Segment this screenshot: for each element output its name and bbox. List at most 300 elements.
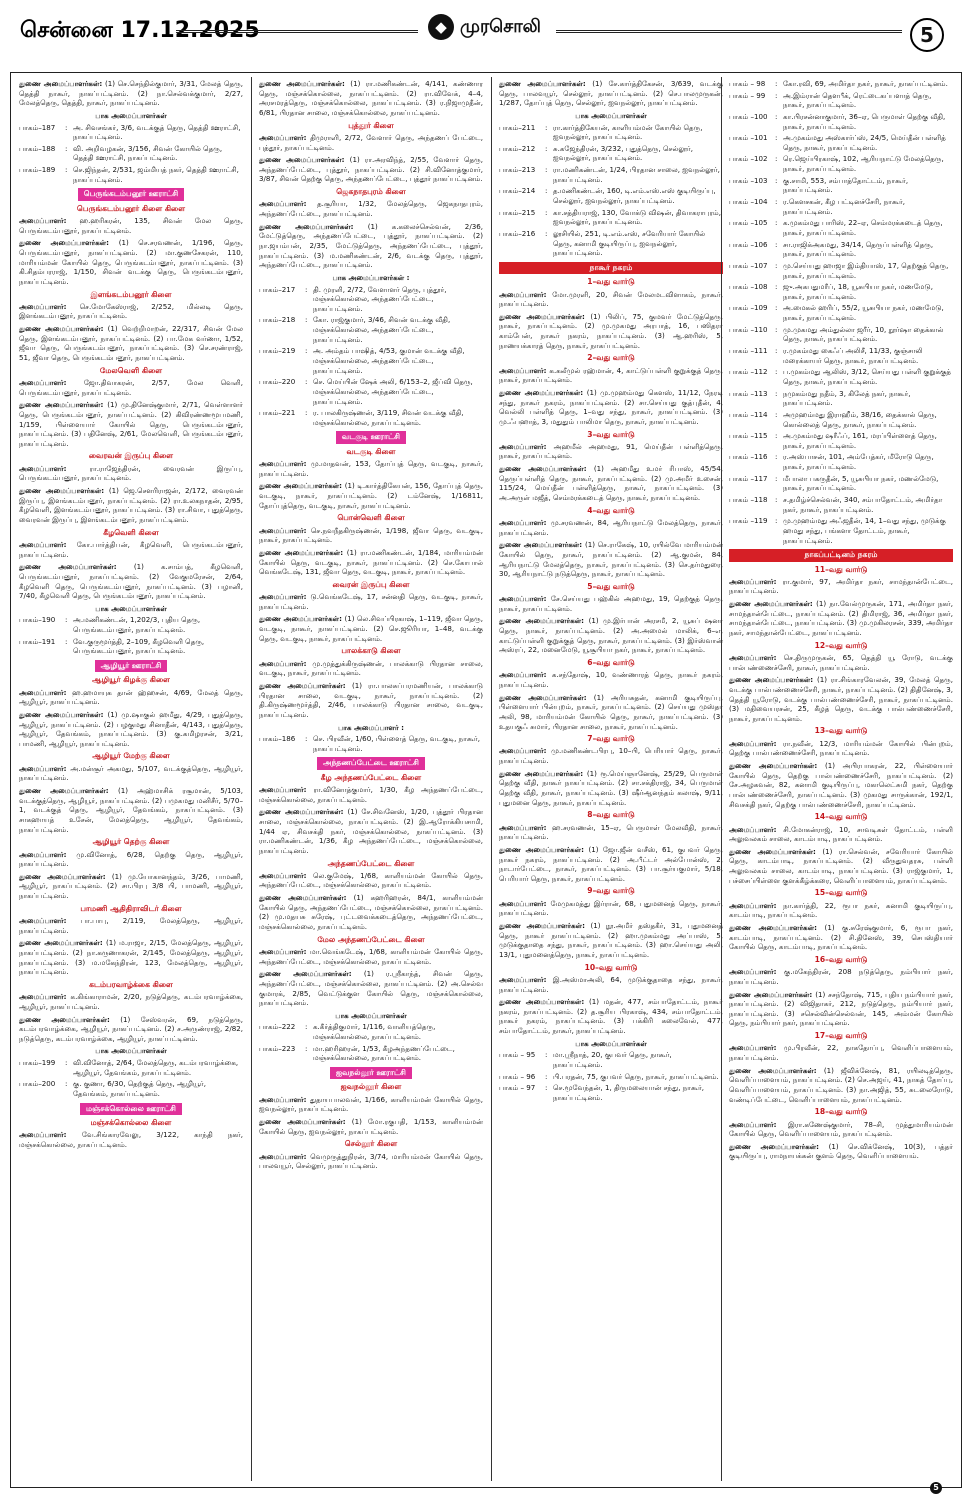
member-text: (1) பிலிப், 75, குமவர் மேட்டுத்தெரு, நாகூர், நாகப்பட்டினம். (2) மு.முகமது அரபாத், 16, பஸிதரா காம்பேன், நாகூர் நகரம், நாகப்பட்டினம். (3) ஆ.ஹரிஸ், 5, நாணயக்காரத் தெரு, நாகூர், நாகப்பட்டினம்.	[499, 311, 723, 350]
booth-member: கோ. ராஜ்குமார், 3/46, சிவன் வடக்கு வீதி, மஞ்சக்கொல்லை, அந்தணப்பேட்டை, நாகப்பட்டினம்.	[313, 315, 451, 344]
booth-member: செ. மெய்பின் ஷேக் அலி, 6/153–2, ஜீப்வி தெரு, மஞ்சக்கொல்லை, அந்தணப்பேட்டை, நாகப்பட்டினம்.	[313, 377, 473, 406]
branch-heading: 7–வது வார்டு	[587, 734, 635, 744]
role-label: அமைப்பாளர்:	[259, 1151, 311, 1161]
booth-number: பாகம் –107	[729, 260, 768, 270]
role-label: துணை அமைப்பாளர்கள்:	[259, 614, 345, 624]
booth-number: பாகம்–216	[499, 228, 536, 238]
member-text: சே.செய்யது பஹ்கில் அஹமது, 19, தெற்குத் தெரு, நாகூர், நாகப்பட்டினம்.	[499, 594, 723, 613]
branch-heading: 9–வது வார்டு	[587, 886, 635, 896]
separator-colon: :	[775, 452, 778, 462]
branch-heading: 11–வது வார்டு	[814, 564, 868, 574]
booth-entry	[259, 377, 483, 406]
member-paragraph	[259, 1095, 483, 1114]
member-paragraph	[19, 1015, 243, 1044]
booth-entry	[19, 1058, 243, 1077]
separator-colon: :	[65, 1058, 68, 1068]
member-text: (1) லெ.சிவப்பிரகாஷ், 1–119, ஜீவா தெரு, வடகுடி, நாகூர், நாகப்பட்டினம். (2) செ.ஜூரியா, 1–48, வடக்கு தெரு, வடகுடி, நாகூர், நாகப்பட்டினம்.	[259, 614, 483, 643]
separator-colon: :	[775, 154, 778, 164]
role-label: துணை அமைப்பாளர்கள்:	[729, 923, 825, 932]
member-text: ரா.வினோத்குமார், 1/30, கீழ அந்தணப்பேட்டை, மஞ்சக்கொல்லை, நாகப்பட்டினம்.	[259, 785, 483, 804]
separator-colon: :	[545, 143, 548, 153]
branch-heading: 6–வது வார்டு	[587, 657, 635, 667]
branch-heading: 14–வது வார்டு	[814, 812, 868, 822]
member-paragraph	[729, 675, 953, 723]
branch-heading: 18–வது வார்டு	[814, 1107, 868, 1117]
member-paragraph	[19, 540, 243, 559]
role-label: துணை அமைப்பாளர்கள்:	[259, 680, 352, 690]
member-text: மு.மாதவன், 153, தோப்புத் தெரு, வடகுடி, நாகூர், நாகப்பட்டினம்.	[259, 459, 483, 478]
booth-entry	[729, 154, 953, 173]
member-text: (1) கஹரிஹரன், 84/1, காளியம்மன் கோயில் தெரு, அந்தணப்பேட்டை, மஞ்சக்கொல்லை, நாகப்பட்டினம். (2) மு.மதயசு சுரேஷ், புட்டவைக்கடைத்தெரு, அந்தணப்பேட்டை, மஞ்சக்கொல்லை, நாகப்பட்டினம்.	[259, 893, 483, 932]
booth-entry	[729, 79, 953, 89]
booth-number: பாகம் –112	[729, 367, 768, 377]
member-paragraph	[19, 992, 243, 1011]
role-label: அமைப்பாளர்:	[259, 785, 314, 795]
separator-colon: :	[775, 367, 778, 377]
booth-entry	[499, 1083, 723, 1102]
member-text: (1) செ.சரவணன், 1/196, தெரு, பெருங்கடம்பனூர், நாகப்பட்டினம். (2) மா.குணசேகரன், 110, மாரியம்மன் கோயில் தெரு, பெருங்கடம்பனூர், நாகப்பட்டினம். (3) கி.சிதம்பரராஜ், 1/150, சிவன் வடக்கு தெரு, பெருங்கடம்பனூர், நாகப்பட்டினம்.	[19, 238, 243, 286]
role-label: அமைப்பாளர்:	[19, 1130, 82, 1140]
booth-number: பாகம் –113	[729, 388, 768, 398]
role-label: அமைப்பாளர்:	[499, 746, 552, 756]
role-label: துணை அமைப்பாளர்கள்:	[19, 709, 108, 719]
separator-colon: :	[545, 1083, 548, 1093]
role-label: துணை அமைப்பாளர்கள்:	[259, 893, 354, 903]
separator-colon: :	[775, 239, 778, 249]
role-label: அமைப்பாளர்:	[499, 670, 552, 680]
booth-member: அ.முகம்மது அஸ்கார்ப்ஸ், 24/5, மெய்தீன் பள்ளித் தெரு, நாகூர், நாகப்பட்டினம்.	[783, 133, 946, 152]
member-paragraph	[499, 540, 723, 579]
member-paragraph	[19, 464, 243, 483]
subheading: பாக அமைப்பாளர்கள்	[95, 110, 167, 120]
member-paragraph	[729, 990, 953, 1029]
member-paragraph	[729, 847, 953, 886]
member-paragraph	[729, 1142, 953, 1161]
branch-heading: 12–வது வார்டு	[814, 640, 868, 650]
member-text: கோ.பார்த்திபன், கீழவெளி, பெருங்கடம்பனூர், நாகப்பட்டினம்.	[19, 539, 243, 559]
member-paragraph	[19, 324, 243, 363]
booth-entry	[729, 91, 953, 110]
branch-heading: பாமணி ஆதிதிராவிடர் கிளை	[80, 903, 182, 913]
member-paragraph	[499, 616, 723, 655]
member-paragraph	[729, 1120, 953, 1139]
booth-number: பாகம்–219	[259, 346, 296, 356]
booth-number: பாகம்–211	[499, 122, 536, 132]
booth-number: பாகம் –118	[729, 494, 768, 504]
booth-member: செ. பிரவீன், 1/60, பிள்ளைத் தெரு, வடகுடி, நாகூர், நாகப்பட்டினம்.	[313, 734, 480, 753]
member-paragraph	[259, 681, 483, 720]
role-label: அமைப்பாளர்:	[259, 199, 318, 209]
booth-member: கா.சத்தியராஜ், 130, வோக்டு விஷன், திவாகராபுரம், ஐவநல்லூர், நாகப்பட்டினம்.	[553, 207, 721, 227]
separator-colon: :	[545, 122, 548, 132]
role-label: அமைப்பாளர்:	[729, 1119, 788, 1129]
member-paragraph	[19, 710, 243, 749]
role-label: துணை அமைப்பாளர்கள்:	[499, 616, 589, 626]
member-text: (1) நா.வேல்முருகன், 171, அமிர்தா நகர், சாமந்தான்பேட்டை, நாகப்பட்டினம். (2) திமிராஜ், 36, அமிர்தா நகர், சாமந்தான்பேட்டை, நாகப்பட்டினம். (3) மு.முகிலரசன், 339, அமிர்தா நகர், சாமந்தான்பேட்டை, நாகப்பட்டினம்.	[729, 599, 953, 638]
member-text: சி.மோகன்ராஜ், 10, சாவடிகள் தோட்டம், பள்ளி அலுவலகம் சாலை, காடம்பாடி, நாகப்பட்டினம்.	[729, 824, 953, 844]
separator-colon: :	[775, 111, 778, 121]
member-paragraph	[19, 938, 243, 977]
member-paragraph	[499, 518, 723, 537]
role-label: துணை அமைப்பாளர்கள்:	[19, 871, 112, 881]
member-text: செ.திருமுருகன், 65, தெத்தி யூ ரோடு, வடக்கு பால்பண்ணைச்சேரி, நாகூர், நாகப்பட்டினம்.	[729, 652, 953, 672]
branch-heading: இளங்கடம்பனூர் கிளை	[90, 289, 172, 299]
member-paragraph	[259, 592, 483, 611]
separator-colon: :	[545, 1071, 548, 1081]
booth-number: பாகம் – 98	[729, 79, 766, 88]
member-paragraph	[259, 1152, 483, 1171]
separator-colon: :	[775, 79, 778, 88]
member-text: (1) மு.இர்பான் அரசமீ, 2, யூசுப் ஷனா தெரு, நாகூர், நாகப்பட்டினம். (2) அ.அமைல் மாலிக், 6–எ, காட்டுப்பள்ளி குறுக்குத் தெரு, நாகூர், நாகப்பட்டினம். (3) இர்ஸ்வான் அஸ்ரப், 22, மனைமேடு, யூசூபியா நகர், நாகூர், நாகப்பட்டினம்.	[499, 616, 723, 655]
member-paragraph	[259, 1117, 483, 1136]
separator-colon: :	[305, 1022, 308, 1032]
newspaper-name: முரசொலி	[460, 16, 541, 37]
role-label: அமைப்பாளர்:	[19, 687, 73, 697]
booth-member: ர.கௌசகன், கீழ பட்டினச்சேரி, நாகூர், நாகப்பட்டினம்.	[783, 197, 906, 216]
booth-number: பாகம் – 97	[499, 1083, 536, 1093]
booth-entry	[729, 282, 953, 301]
panchayat-heading: ஐவநல்லூர் ஊராட்சி	[330, 1067, 412, 1079]
role-label: அமைப்பாளர்:	[19, 539, 77, 549]
member-text: (1) மு.தினேஷ்குமார், 2/71, வெள்ளாளர் தெரு, பெருங்கடம்பனூர், நாகப்பட்டினம். (2) கிவிரண்ணமூபமணி, 1/159, பிள்ளையார் கோயில் தெரு, பெருங்கடம்பனூர், நாகப்பட்டினம். (3) பதினேஷ், 2/61, மேலவெளி, பெருங்கடம்பனூர், நாகப்பட்டினம்.	[19, 400, 243, 448]
separator-colon: :	[305, 346, 308, 356]
member-paragraph	[19, 562, 243, 601]
role-label: அமைப்பாளர்:	[19, 992, 71, 1002]
column-4	[729, 79, 953, 1479]
booth-member: லூசியில், 251, டி.எம்.எஸ், சவேரியார் கோயில் தெரு, கனாமி குடியிருப்பு, ஐவநல்லூர், நாகப்பட்டினம்.	[553, 228, 706, 258]
column-divider	[721, 77, 722, 1481]
separator-colon: :	[65, 122, 68, 132]
booth-member: அ.முகம்மது ஷரீஃப், 161, மரப்பிள்ளைத் தெரு, நாகூர், நாகப்பட்டினம்.	[783, 431, 937, 450]
role-label: அமைப்பாளர்:	[499, 289, 553, 299]
subheading: பாக அமைப்பாளர்கள்	[95, 1046, 167, 1056]
booth-entry	[729, 240, 953, 259]
separator-colon: :	[545, 165, 548, 175]
booth-entry	[259, 408, 483, 427]
member-paragraph	[259, 548, 483, 577]
separator-colon: :	[545, 228, 548, 238]
member-paragraph	[729, 825, 953, 844]
role-label: துணை அமைப்பாளர்கள்:	[729, 761, 825, 771]
role-label: துணை அமைப்பாளர்கள்:	[259, 807, 348, 817]
masthead-rule-left	[176, 30, 418, 33]
separator-colon: :	[775, 473, 778, 483]
member-paragraph	[259, 871, 483, 890]
member-paragraph	[729, 901, 953, 920]
town-heading: நாகூர் நகரம்	[499, 262, 723, 274]
member-paragraph	[499, 845, 723, 884]
booth-entry	[729, 261, 953, 280]
panchayat-heading: மஞ்சக்கொல்லை ஊராட்சி	[80, 1103, 182, 1115]
booth-entry	[499, 1072, 723, 1082]
separator-colon: :	[775, 197, 778, 207]
separator-colon: :	[545, 207, 548, 217]
city-date: சென்னை 17.12.2025	[20, 18, 260, 43]
role-label: அமைப்பாளர்:	[259, 870, 313, 880]
separator-colon: :	[545, 1050, 548, 1060]
role-label: துணை அமைப்பாளர்கள்:	[499, 997, 589, 1007]
booth-entry	[19, 123, 243, 142]
member-paragraph	[259, 969, 483, 1008]
separator-colon: :	[305, 377, 308, 387]
role-label: துணை அமைப்பாளர்கள்:	[259, 547, 347, 557]
member-text: இ.அஸ்மாஅலி, 64, முடுக்குதாதை சந்து, நாகூர், நாகப்பட்டினம்.	[499, 974, 723, 994]
booth-number: பாகம் –114	[729, 409, 768, 419]
role-label: துணை அமைப்பாளர்கள்:	[729, 599, 817, 609]
booth-number: பாகம் –117	[729, 473, 768, 483]
role-label: அமைப்பாளர்:	[499, 594, 551, 604]
panchayat-heading: பெருங்கடம்பனூர் ஊராட்சி	[78, 188, 184, 200]
member-text: (1) சே.கார்த்திகேசன், 3/639, வடக்கு தெரு, பாலவயூர், செல்லூர், நாகப்பட்டினம். (2) செ.பாலமுருகன், 1/287, தோப்புத் தெரு, செல்லூர், ஐவநல்லூர், நாகப்பட்டினம்.	[499, 79, 723, 108]
member-text: வே.சிங்காரவேலு, 3/122, காந்தி நகர், மஞ்சக்கொல்லை, நாகப்பட்டினம்.	[19, 1130, 243, 1149]
member-paragraph	[19, 850, 243, 869]
role-label: துணை அமைப்பாளர்கள்:	[499, 768, 587, 778]
role-label: துணை அமைப்பாளர்கள்:	[19, 400, 108, 410]
role-label: அமைப்பாளர்:	[19, 849, 77, 859]
member-text: (1) அரியசுதன், கனாமி குடியிருப்பு, பிள்ளையார் பின்புறம், நாகூர், நாகப்பட்டினம். (2) செய்யது முஸ்தா அலி, 98, மாரியம்மன் கோயில் தெரு, நாகூர், நாகப்பட்டினம். (3) உதயகுஃ சுமார், பிரதான சாலை, நாகூர், நாகப்பட்டினம்.	[499, 692, 723, 731]
booth-member: ச.தமிழ்ச்செல்வன், 340, சம்பாதோட்டம், அமிர்தா நகர், நாகூர், நாகப்பட்டினம்.	[783, 494, 943, 514]
booth-number: பாகம்–212	[499, 143, 536, 153]
separator-colon: :	[65, 1079, 68, 1089]
role-label: அமைப்பாளர்:	[499, 974, 553, 984]
panchayat-heading: வடகுடி ஊராட்சி	[336, 431, 406, 443]
booth-number: பாகம் –103	[729, 175, 768, 185]
member-text: (1) நூ.அமீர் தஸ்தகீர், 31, புதுமனைத் தெரு, நாகூர் நாகப்பட்டினம். (2) ஹா.முகம்மது அப்பாஸ், 5, முடுக்குதாதை சந்து, நாகூர், நாகப்பட்டினம். (3) ஹா.செய்யது அலி, 13/1, புதுமனைத்தெரு, நாகூர், நாகப்பட்டினம்.	[499, 921, 723, 959]
member-paragraph	[259, 199, 483, 218]
member-text: அ.மன்சூர் அகமது, 5/107, வடக்குத்தெரு, ஆழியூர், நாகப்பட்டினம்.	[19, 763, 243, 783]
role-label: அமைப்பாளர்:	[729, 1043, 784, 1053]
booth-number: பாகம் –101	[729, 133, 768, 143]
separator-colon: :	[305, 315, 308, 325]
branch-heading: 10–வது வார்டு	[584, 962, 638, 972]
role-label: அமைப்பாளர்:	[259, 947, 311, 956]
member-paragraph	[729, 577, 953, 596]
role-label: துணை அமைப்பாளர்கள்:	[499, 692, 594, 702]
booth-number: பாகம்–191	[19, 636, 56, 646]
member-text: மு.பிரவீன், 22, நாகதோப்பு, வெளிப்பாளையம், நாகப்பட்டினம்.	[729, 1043, 953, 1063]
booth-entry	[729, 176, 953, 195]
role-label: அமைப்பாளர்:	[729, 967, 784, 977]
member-text: (1) ரா.செல்வன், சவேரியார் கோயில் தெரு, காடம்பாடி, நாகப்பட்டினம். (2) வீருதுவதரசு, பள்ளி அலுவலகம் சாலை, காடம்பாடி, நாகப்பட்டினம். (3) ராஜ்குமார், 1, பச்சைப்பிள்ளை குளக்கீழ்க்கரை, வெளிப்பாளையம், நாகப்பட்டினம்.	[729, 846, 953, 885]
member-text: (1) ரா.அரவிந்த், 2/55, வேளார் தெரு, அந்தணப்பேட்டை, புத்தூர், நாகப்பட்டினம். (2) சி.வினோத்குமார், 3/87, சிவன் தெற்கு தெரு, அந்தணப்பேட்டை, புத்தூர் நாகப்பட்டினம்.	[259, 155, 483, 184]
booth-number: பாகம் – 96	[499, 1071, 536, 1081]
booth-number: பாகம்–186	[259, 734, 296, 744]
role-label: துணை அமைப்பாளர்கள்:	[19, 1014, 121, 1024]
separator-colon: :	[775, 260, 778, 270]
masthead	[0, 0, 972, 56]
member-text: ஹ.சரவணன், 15–ஏ, பெருமாள் மேலவீதி, நாகூர், நாகப்பட்டினம்.	[499, 822, 723, 842]
member-text: க.சந்தோஷ், 10, வண்ணாரத் தெரு, நாகூர் நகரம், நாகப்பட்டினம்.	[499, 670, 723, 689]
booth-member: த.மணிகண்டன், 160, டி.எம்.எஸ்.எஸ் குடியிருப்பு, செல்லூர், ஐவநல்லூர், நாகப்பட்டினம்.	[553, 186, 716, 206]
member-text: (1) ம.ராஜா, 2/15, மேலத்தெரு, ஆழியூர், நாகப்பட்டினம். (2) நா.கருணாகரன், 2/145, மேலத்தெரு, ஆழியூர், நாகப்பட்டினம். (3) ம.மகேந்திரன், 123, மேலத்தெரு, ஆழியூர், நாகப்பட்டினம்.	[19, 938, 243, 977]
newspaper-logo	[428, 14, 544, 44]
booth-number: பாகம் – 99	[729, 90, 766, 100]
member-paragraph	[729, 653, 953, 672]
member-text: துதாயபாலவன், 1/166, காளியம்மன் கோயில் தெரு, ஐவநல்லூர், நாகப்பட்டினம்.	[259, 1094, 483, 1114]
member-paragraph	[259, 526, 483, 545]
role-label: துணை அமைப்பாளர்கள்:	[19, 79, 106, 88]
booth-number: பாகம் –110	[729, 324, 768, 334]
separator-colon: :	[775, 133, 778, 143]
booth-number: பாகம் –100	[729, 111, 768, 121]
town-heading: நாகப்பட்டினம் நகரம்	[729, 549, 953, 561]
separator-colon: :	[775, 282, 778, 292]
member-text: பா.பாபு, 2/119, மேலத்தெரு, ஆழியூர், நாகப்பட்டினம்.	[19, 916, 243, 935]
booth-number: பாகம் –115	[729, 431, 768, 441]
role-label: அமைப்பாளர்:	[259, 1094, 310, 1104]
separator-colon: :	[775, 346, 778, 356]
branch-heading: 2–வது வார்டு	[587, 353, 635, 363]
booth-member: மு.செய்யது ஹாஜா இம்தியாஸ், 17, தெற்குத் தெரு, நாகூர், நாகப்பட்டினம்.	[783, 260, 949, 280]
member-text: கு.மகேந்திரன், 208 நடுத்தெரு, நம்பியார் நகர், நாகப்பட்டினம்.	[729, 967, 953, 986]
role-label: துணை அமைப்பாளர்கள்:	[499, 844, 589, 854]
member-text: (1) மு.முஹம்மது கௌஸ், 11/12, நேரடி சந்து, நாகூர் நகரம், நாகப்பட்டினம். (2) சா.செய்யது குத்புதீன், 4, வெல்லி பள்ளித் தெரு, 1–வது சந்து, நாகூர், நாகப்பட்டினம். (3) மு.ஃபஹாத், 3, மதுதும் பாலிமா தெரு, நாகூர், நாகப்பட்டினம்.	[499, 387, 723, 426]
member-text: மேமுகமத்து இர்ரான், 68, புதுமனைத் தெரு, நாகூர், நாகப்பட்டினம்.	[499, 898, 723, 918]
separator-colon: :	[305, 1043, 308, 1053]
booth-member: அமுஹம்மது இராஹீம், 38/16, தைக்கால் தெரு, கொல்லைத் தெரு, நாகூர், நாகப்பட்டினம்.	[783, 409, 937, 429]
booth-member: க.கீர்த்திகுமார், 1/116, வாளியத்தெரு, மஞ்சக்கொல்லை, நாகப்பட்டினம்.	[313, 1022, 436, 1042]
booth-member: ர.அஸ்பாசன், 101, அம்பேத்கர், மீரோடு தெரு, நாகூர், நாகப்பட்டினம்.	[783, 452, 934, 472]
branch-heading: ஜெகநாதபுரம் கிளை	[336, 187, 406, 197]
booth-member: ஜு.அகபதுமரீப், 18, யூசுபியா நகர், மணமேடு, நாகூர், நாகப்பட்டினம்.	[783, 282, 933, 301]
booth-number: பாகம்–221	[259, 408, 296, 418]
role-label: அமைப்பாளர்:	[499, 822, 553, 832]
booth-entry	[499, 229, 723, 258]
booth-member: கு. குணா, 6/30, தெற்குத் தெரு, ஆழியூர், தேவங்கம், நாகப்பட்டினம்.	[73, 1079, 206, 1098]
branch-heading: ஐவநல்லூர் கிளை	[340, 1082, 402, 1092]
separator-colon: :	[305, 408, 308, 418]
separator-colon: :	[65, 165, 68, 175]
branch-heading: வைரன் இருப்பு கிளை	[332, 579, 410, 589]
member-text: க.கலீமுல் ரஹ்மான், 4, காட்டுப்பள்ளி குறுக்குத் தெரு, நாகூர், நாகப்பட்டினம்.	[499, 365, 723, 385]
branch-heading: 5–வது வார்டு	[587, 581, 635, 591]
role-label: அமைப்பாளர்:	[729, 576, 783, 586]
member-paragraph	[19, 302, 243, 321]
booth-entry	[259, 1022, 483, 1041]
role-label: அமைப்பாளர்:	[259, 132, 311, 142]
role-label: அமைப்பாளர்:	[259, 525, 311, 535]
booth-member: ர. பாலகிருஷ்ணன், 3/119, சிவன் வடக்கு வீதி, மஞ்சக்கொல்லை, நாகப்பட்டினம்.	[313, 408, 464, 427]
booth-entry	[19, 1079, 243, 1098]
role-label: துணை அமைப்பாளர்கள்:	[729, 989, 816, 999]
booth-number: பாகம்–189	[19, 165, 56, 175]
member-text: (1) அபிரபாகரன், 22, பிள்ளையார் கோயில் தெரு, தெற்கு பால்பண்ணைச்சேரி, நாகப்பட்டினம். (2) சே.அழகவன், 82, கனாமி குடியிருப்பு, மகாலெட்சுமி நகர், தெற்கு பால்பண்ணைச்சேரி, நாகப்பட்டினம். (3) முகமது சாருக்கான், 192/1, சிவசக்தி நகர், தெற்கு பால்பண்ணைச்சேரி, நாகப்பட்டினம்.	[729, 761, 953, 809]
member-paragraph	[19, 916, 243, 935]
booth-member: அ.மைகல் ஹரிப், 55/2, யூசுபியா நகர், மணமேடு, நாகூர், நாகப்பட்டினம்.	[783, 303, 944, 323]
member-paragraph	[19, 764, 243, 783]
role-label: அமைப்பாளர்:	[19, 463, 90, 473]
booth-entry	[499, 208, 723, 227]
booth-entry	[499, 123, 723, 142]
role-label: அமைப்பாளர்:	[19, 301, 80, 311]
role-label: துணை அமைப்பாளர்கள்:	[259, 969, 364, 979]
role-label: அமைப்பாளர்:	[259, 459, 311, 469]
member-text: மு.முத்துக்கிருஷ்ணன், பாலக்காடு பிரதான சாலை, வடகுடி, நாகூர், நாகப்பட்டினம்.	[259, 658, 483, 678]
booth-number: பாகம்–200	[19, 1079, 56, 1089]
member-paragraph	[499, 594, 723, 613]
member-paragraph	[729, 761, 953, 809]
branch-heading: மேலவெளி கிளை	[99, 365, 163, 375]
booth-entry	[729, 495, 953, 514]
booth-member: கா.பிரசன்னாகுமார், 36–ஏ, பெருமாள் தெற்கு வீதி, நாகூர், நாகப்பட்டினம்.	[783, 111, 946, 131]
member-text: (1) ஜோ.ஜீன் வசீஸ், 61, குபவர் தெரு, நாகூர் நகரம், நாகப்பட்டினம். (2) அ.பீட்டர் அல்போன்ஸ், 2, நாடார்பேட்டை, நாகூர், நாகப்பட்டினம். (3) பா.சூர்யகுமார், 5/18, பெரியார் தெரு, நாகூர், நாகப்பட்டினம்.	[499, 844, 723, 883]
role-label: அமைப்பாளர்:	[729, 652, 784, 662]
role-label: துணை அமைப்பாளர்கள்:	[19, 486, 109, 496]
branch-heading: பாலக்காடு கிளை	[341, 646, 401, 656]
role-label: துணை அமைப்பாளர்கள்:	[19, 562, 134, 572]
member-text: ரா.நவீன், 12/3, மாரியம்மன் கோயில் பின்புறம், தெற்கு பால்பண்ணைச்சேரி, நாகப்பட்டினம்.	[729, 738, 953, 758]
branch-heading: 17–வது வார்டு	[814, 1031, 868, 1041]
booth-number: பாகம்–188	[19, 143, 56, 153]
member-text: (1) ரூ.மெய்ஞானேஷ், 25/29, பெருமாள் தெற்கு வீதி, நாகூர் நாகப்பட்டினம். (2) சா.சக்திராஜ், 34, பெருமாள் தெற்கு வீதி, நாகூர், நாகப்பட்டினம். (3) ஷீர்ஆனந்தம் கலாஷ், 9/11, புதுமனை தெரு, நாகூர், நாகப்பட்டினம்.	[499, 768, 723, 807]
role-label: துணை அமைப்பாளர்கள்:	[259, 155, 350, 165]
role-label: துணை அமைப்பாளர்கள்:	[19, 786, 118, 796]
branch-heading: 1–வது வார்டு	[587, 277, 635, 287]
member-paragraph	[499, 290, 723, 309]
member-text: (1) மு.யோகானந்தம், 3/26, பாமணி, ஆழியூர், நாகப்பட்டினம். (2) சா.பிரபு 3/8 பி, பாமணி, ஆழியூர், நாகப்பட்டினம்.	[19, 871, 243, 901]
booth-member: கு.சாமி, 553, சம்பாத்தோட்டம், நாகூர், நாகப்பட்டினம்.	[783, 175, 909, 195]
member-text: (1) மதன், 477, சம்பாதோட்டம், நாகூர் நகரம், நாகப்பட்டினம். (2) த.சூரிய பிரகாஷ், 434, சம்பாதோட்டம், நாகூர் நகரம், நாகப்பட்டினம். (3) பக்கிரி கலைவேல், 477, சம்பாதோட்டம், நாகூர், நாகப்பட்டினம்.	[499, 997, 723, 1036]
role-label: துணை அமைப்பாளர்கள்:	[259, 221, 368, 231]
booth-number: பாகம் –109	[729, 303, 768, 313]
member-paragraph	[499, 769, 723, 808]
booth-entry	[729, 346, 953, 365]
booth-entry	[729, 431, 953, 450]
booth-entry	[729, 303, 953, 322]
member-text: ரா.ராஜேந்திரன், வைரவன் இருப்பு, பெருங்கடம்பனூர், நாகப்பட்டினம்.	[19, 463, 243, 483]
member-paragraph	[499, 746, 723, 765]
branch-heading: வடகுடி கிளை	[346, 446, 396, 456]
booth-member: சு.கஜேந்திரன், 3/232, புதுத்தெரு, செல்லூர், ஐவநல்லூர், நாகப்பட்டினம்.	[553, 143, 693, 163]
member-text: (1) வெற்றிமாறன், 22/317, சிவன் மேல தெரு, இளங்கடம்பனூர், நாகப்பட்டினம். (2) பா.மேக வர்ணா, 1/52, ஜீவா தெரு, பெருங்கடம்பனூர், நாகப்பட்டினம். (3) செ.சரண்ராஜ், 51, ஜீவா தெரு, பெருங்கடம்பனூர், நாகப்பட்டினம்.	[19, 324, 243, 363]
role-label: அமைப்பாளர்:	[19, 916, 81, 926]
separator-colon: :	[305, 734, 308, 744]
role-label: துணை அமைப்பாளர்கள்:	[259, 79, 351, 88]
member-text: அஹமீல் அஹமது, 91, மெய்தீன் பள்ளித்தெரு, நாகூர், நாகப்பட்டினம்.	[499, 441, 723, 461]
panchayat-heading: ஆழியூர் ஊராட்சி	[95, 660, 168, 672]
member-text: மு.மணிகண்டபிரபு, 10–பி, பெரியார் தெரு, நாகூர், நாகப்பட்டினம்.	[499, 746, 723, 766]
role-label: துணை அமைப்பாளர்கள்:	[499, 311, 591, 321]
member-text: மு.சரவணன், 84, ஆரியநாட்டு மேலத்தெரு, நாகூர், நாகப்பட்டினம்.	[499, 517, 723, 537]
booth-member: சா.ராஜிக்அகமது, 34/14, தெருப்பள்ளித் தெரு, நாகூர், நாகப்பட்டினம்.	[783, 239, 934, 259]
member-text: இரா.கணேஷ்குமார், 78–சி, முத்துமாரியம்மன் கோயில் தெரு, வெளிப்பாளையம், நாகப்பட்டினம்.	[729, 1119, 953, 1139]
member-text: (1) அஹ்மாசிக் ரசூமான், 5/103, வடக்குத்தெரு, ஆழியூர், நாகப்பட்டினம். (2) பமுகமது மனிசீர், 5/70–1, வடக்குத் தெரு, ஆழியூர், தேவங்கம், நாகப்பட்டினம். (3) சாகஹாயத் உசேன், மேலத்தெரு, ஆழியூர், தேவங்கம், நாகப்பட்டினம்.	[19, 786, 243, 834]
booth-entry	[19, 144, 243, 163]
member-paragraph	[499, 312, 723, 351]
member-text: ரா.குமார், 97, அமிர்தா நகர், சாமந்தான்பேட்டை, நாகப்பட்டினம்.	[729, 576, 953, 596]
member-text: வெமுருத்துநிரன், 3/74, மாரியம்மன் கோயில் தெரு, பாலவயூர், செல்லூர், நாகப்பட்டினம்.	[259, 1151, 483, 1171]
separator-colon: :	[775, 90, 778, 100]
member-text: (1) சே.சிவனேஸ், 1/20, புத்தூர் பிரதான சாலை, மஞ்சக்கொல்லை, நாகப்பட்டினம். (2) இ.ஆரோக்கியசாமி, 1/44 ஏ, சிவசக்தி நகர், மஞ்சக்கொல்லை, நாகப்பட்டினம். (3) ரா.மணிகண்டன், 1/36, கீழ அந்தணப்பேட்டை, மஞ்சக்கொல்லை, நாகப்பட்டினம்.	[259, 807, 483, 855]
separator-colon: :	[775, 409, 778, 419]
role-label: அமைப்பாளர்:	[499, 517, 551, 527]
role-label: அமைப்பாளர்:	[499, 898, 551, 908]
member-text: நா.கார்த்தி, 22, ரூபா நகர், கனாமி குடியிருப்பு, காடம்பாடி, நாகப்பட்டினம்.	[729, 900, 953, 920]
booth-member: அ. சிவசங்கர், 3/6, வடக்குத் தெரு, தெத்தி ஊராட்சி, நாகப்பட்டினம்.	[73, 122, 241, 142]
member-text: த.சூரியா, 1/32, மேலத்தெரு, ஜெகநாதபுரம், அந்தணப்பேட்டை, நாகப்பட்டினம்.	[259, 199, 483, 219]
booth-number: பாகம் –111	[729, 346, 768, 356]
member-paragraph	[499, 921, 723, 960]
member-text: (1) ர.ஸ்ரீகாந்த், சிவன் தெரு, அந்தணப்பேட்டை, மஞ்சக்கொல்லை, நாகப்பட்டினம். (2) அ.செல்வ குமாரக், 2/85, வெட்டுக்குள கோயில் தெரு, மஞ்சக்கொல்லை, நாகப்பட்டினம்.	[259, 969, 483, 1008]
member-paragraph	[729, 739, 953, 758]
member-text: (1) ரா.மணிகண்டன், 4/141, கண்ணார தெரு, மஞ்சக்கொல்லை, நாகப்பட்டினம். (2) ரா.விவேக், 4–4, அரசமரத்தெரு, மஞ்சக்கொல்லை, நாகப்பட்டினம். (3) ர.நிஜாமுதீன், 6/81, பிரதான சாலை, மஞ்சக்கொல்லை, நாகப்பட்டினம்.	[259, 79, 483, 117]
role-label: அமைப்பாளர்:	[259, 592, 311, 602]
role-label: துணை அமைப்பாளர்கள்:	[499, 540, 585, 550]
role-label: அமைப்பாளர்:	[19, 763, 71, 773]
booth-number: பாகம்–222	[259, 1022, 296, 1032]
booth-member: பி.பரதன், 75, குபவர் தெரு, நாகூர், நாகப்பட்டினம்.	[553, 1071, 719, 1081]
booth-member: செ.ஜிந்தன், 2/531, ஜம்மியத் நகர், தெத்தி ஊராட்சி, நாகப்பட்டினம்.	[73, 165, 239, 184]
